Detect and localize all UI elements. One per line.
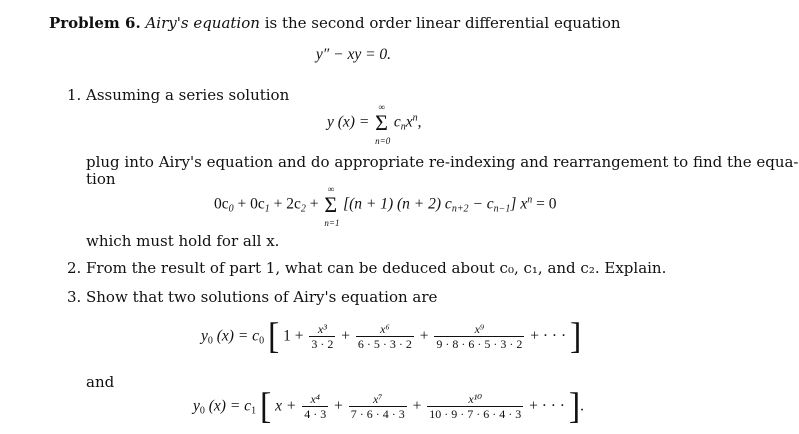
- eq-sub-1: 1: [264, 203, 270, 215]
- y1-f3-den: 9 · 8 · 6 · 5 · 3 · 2: [436, 337, 523, 351]
- series-solution: [327, 102, 422, 146]
- series-lower: n=0: [375, 136, 391, 146]
- item1-text-d: which must hold for all x.: [86, 232, 280, 250]
- item1-number: 1.: [67, 86, 82, 104]
- eq-term-1: + 0c: [237, 195, 265, 213]
- y2-f1-den: 4 · 3: [304, 407, 327, 421]
- y1-f2-den: 6 · 5 · 3 · 2: [357, 337, 412, 351]
- eq-term-0: 0c: [214, 195, 229, 213]
- item3-number: 3.: [67, 288, 82, 306]
- problem-title: Airy's equation: [145, 14, 260, 32]
- y1-one: 1 +: [283, 327, 304, 345]
- eq-body-end: ] x: [510, 195, 528, 213]
- problem-intro: is the second order linear differential equation: [264, 14, 621, 32]
- eq-body-sup: n: [527, 194, 533, 206]
- eq-rhs: = 0: [536, 195, 557, 213]
- reindexed-equation: [214, 184, 557, 228]
- series-sup: n: [412, 112, 418, 124]
- y2-mid-sub: 1: [251, 405, 257, 417]
- eq-body-sub2: n−1: [493, 203, 511, 215]
- eq-body-sub1: n+2: [451, 203, 469, 215]
- y2-x: x +: [275, 397, 297, 415]
- eq-body: [(n + 1) (n + 2) c: [343, 195, 452, 213]
- y1-right-bracket: ]: [569, 316, 582, 357]
- item3-text: Show that two solutions of Airy's equation are: [86, 288, 438, 306]
- y1-frac-2: [356, 323, 414, 351]
- y1-tail: + · · ·: [530, 327, 567, 345]
- y1-mid: (x) = c: [216, 327, 260, 345]
- series-term: c: [393, 113, 401, 131]
- eq-sub-2: 2: [300, 203, 306, 215]
- y2-frac-3: [427, 393, 523, 421]
- eq-sum: ∞ Σ n=1: [324, 184, 340, 228]
- y1-mid-sub: 0: [259, 335, 265, 347]
- eq-plus: +: [309, 195, 319, 213]
- solution-y2: $y_0$ $(x) = c_1$ [ x + $\frac{\text{x⁴}}{4 \cdot 3}$ + $\frac{\text{x⁷}}{7 \cdot 6 \cdot 4 \cdot 3}$ + $\frac{\text{x¹⁰}}{10 \cdot 9 \cdot 7 \cdot 6 \cdot 4 \cdot 3}$ + · · · ].: [193, 386, 585, 427]
- series-x: x: [405, 113, 413, 131]
- y2-right-bracket: ]: [568, 386, 581, 427]
- y2-frac-1: [302, 393, 328, 421]
- y1-left-bracket: [: [267, 316, 280, 357]
- item1-text-c: tion: [86, 170, 116, 188]
- y1-frac-1: [309, 323, 335, 351]
- y2-lhs: y: [193, 397, 200, 415]
- solution-y1: $y_0$ $(x) = c_0$ [ 1 + $\frac{\text{x³}}{3 \cdot 2}$ + $\frac{\text{x⁶}}{6 \cdot 5 \cdot 3 \cdot 2}$ + $\frac{\text{x⁹}}{9 \cdot 8 \cdot 6 \cdot 5 \cdot 3 \cdot 2}$ + · · · ]: [201, 316, 582, 357]
- series-sum: ∞ Σ n=0: [375, 102, 391, 146]
- y2-end: .: [580, 397, 585, 415]
- series-end: ,: [417, 113, 422, 131]
- y1-frac-3: [434, 323, 524, 351]
- airy-equation: y″ − xy = 0.: [315, 46, 392, 63]
- y2-f3-den: 10 · 9 · 7 · 6 · 4 · 3: [429, 407, 522, 421]
- y2-lhs-sub: 0: [199, 405, 205, 417]
- item1-text-a: Assuming a series solution: [86, 86, 290, 104]
- item2-text: From the result of part 1, what can be deduced about c₀, c₁, and c₂. Explain.: [86, 259, 667, 277]
- y1-f1-den: 3 · 2: [311, 337, 334, 351]
- y2-f2-num: x⁷: [372, 392, 383, 406]
- and-text: and: [86, 373, 115, 391]
- y2-f3-num: x¹⁰: [468, 392, 483, 406]
- eq-body-mid: − c: [472, 195, 494, 213]
- y2-left-bracket: [: [259, 386, 272, 427]
- y2-tail: + · · ·: [529, 397, 565, 415]
- problem-label: Problem 6.: [49, 14, 141, 32]
- y2-frac-2: [349, 393, 407, 421]
- series-sub: n: [400, 121, 406, 133]
- y2-f1-num: x⁴: [310, 392, 320, 406]
- item1-text-b: plug into Airy's equation and do appropriate re-indexing and rearrangement to find the equa-: [86, 153, 799, 171]
- y1-lhs: y: [201, 327, 208, 345]
- item2-number: 2.: [67, 259, 82, 277]
- y1-f1-num: x³: [317, 322, 327, 336]
- y1-lhs-sub: 0: [207, 335, 213, 347]
- eq-sub-0: 0: [228, 203, 234, 215]
- series-upper: ∞: [378, 102, 385, 112]
- y1-f3-num: x⁹: [474, 322, 485, 336]
- y2-mid: (x) = c: [208, 397, 252, 415]
- y2-f2-den: 7 · 6 · 4 · 3: [350, 407, 405, 421]
- series-lhs: y (x) =: [327, 113, 370, 131]
- problem-heading: [49, 14, 621, 32]
- eq-sum-upper: ∞: [327, 184, 334, 194]
- eq-term-2: + 2c: [273, 195, 301, 213]
- eq-sum-lower: n=1: [324, 218, 340, 228]
- y1-f2-num: x⁶: [380, 322, 390, 336]
